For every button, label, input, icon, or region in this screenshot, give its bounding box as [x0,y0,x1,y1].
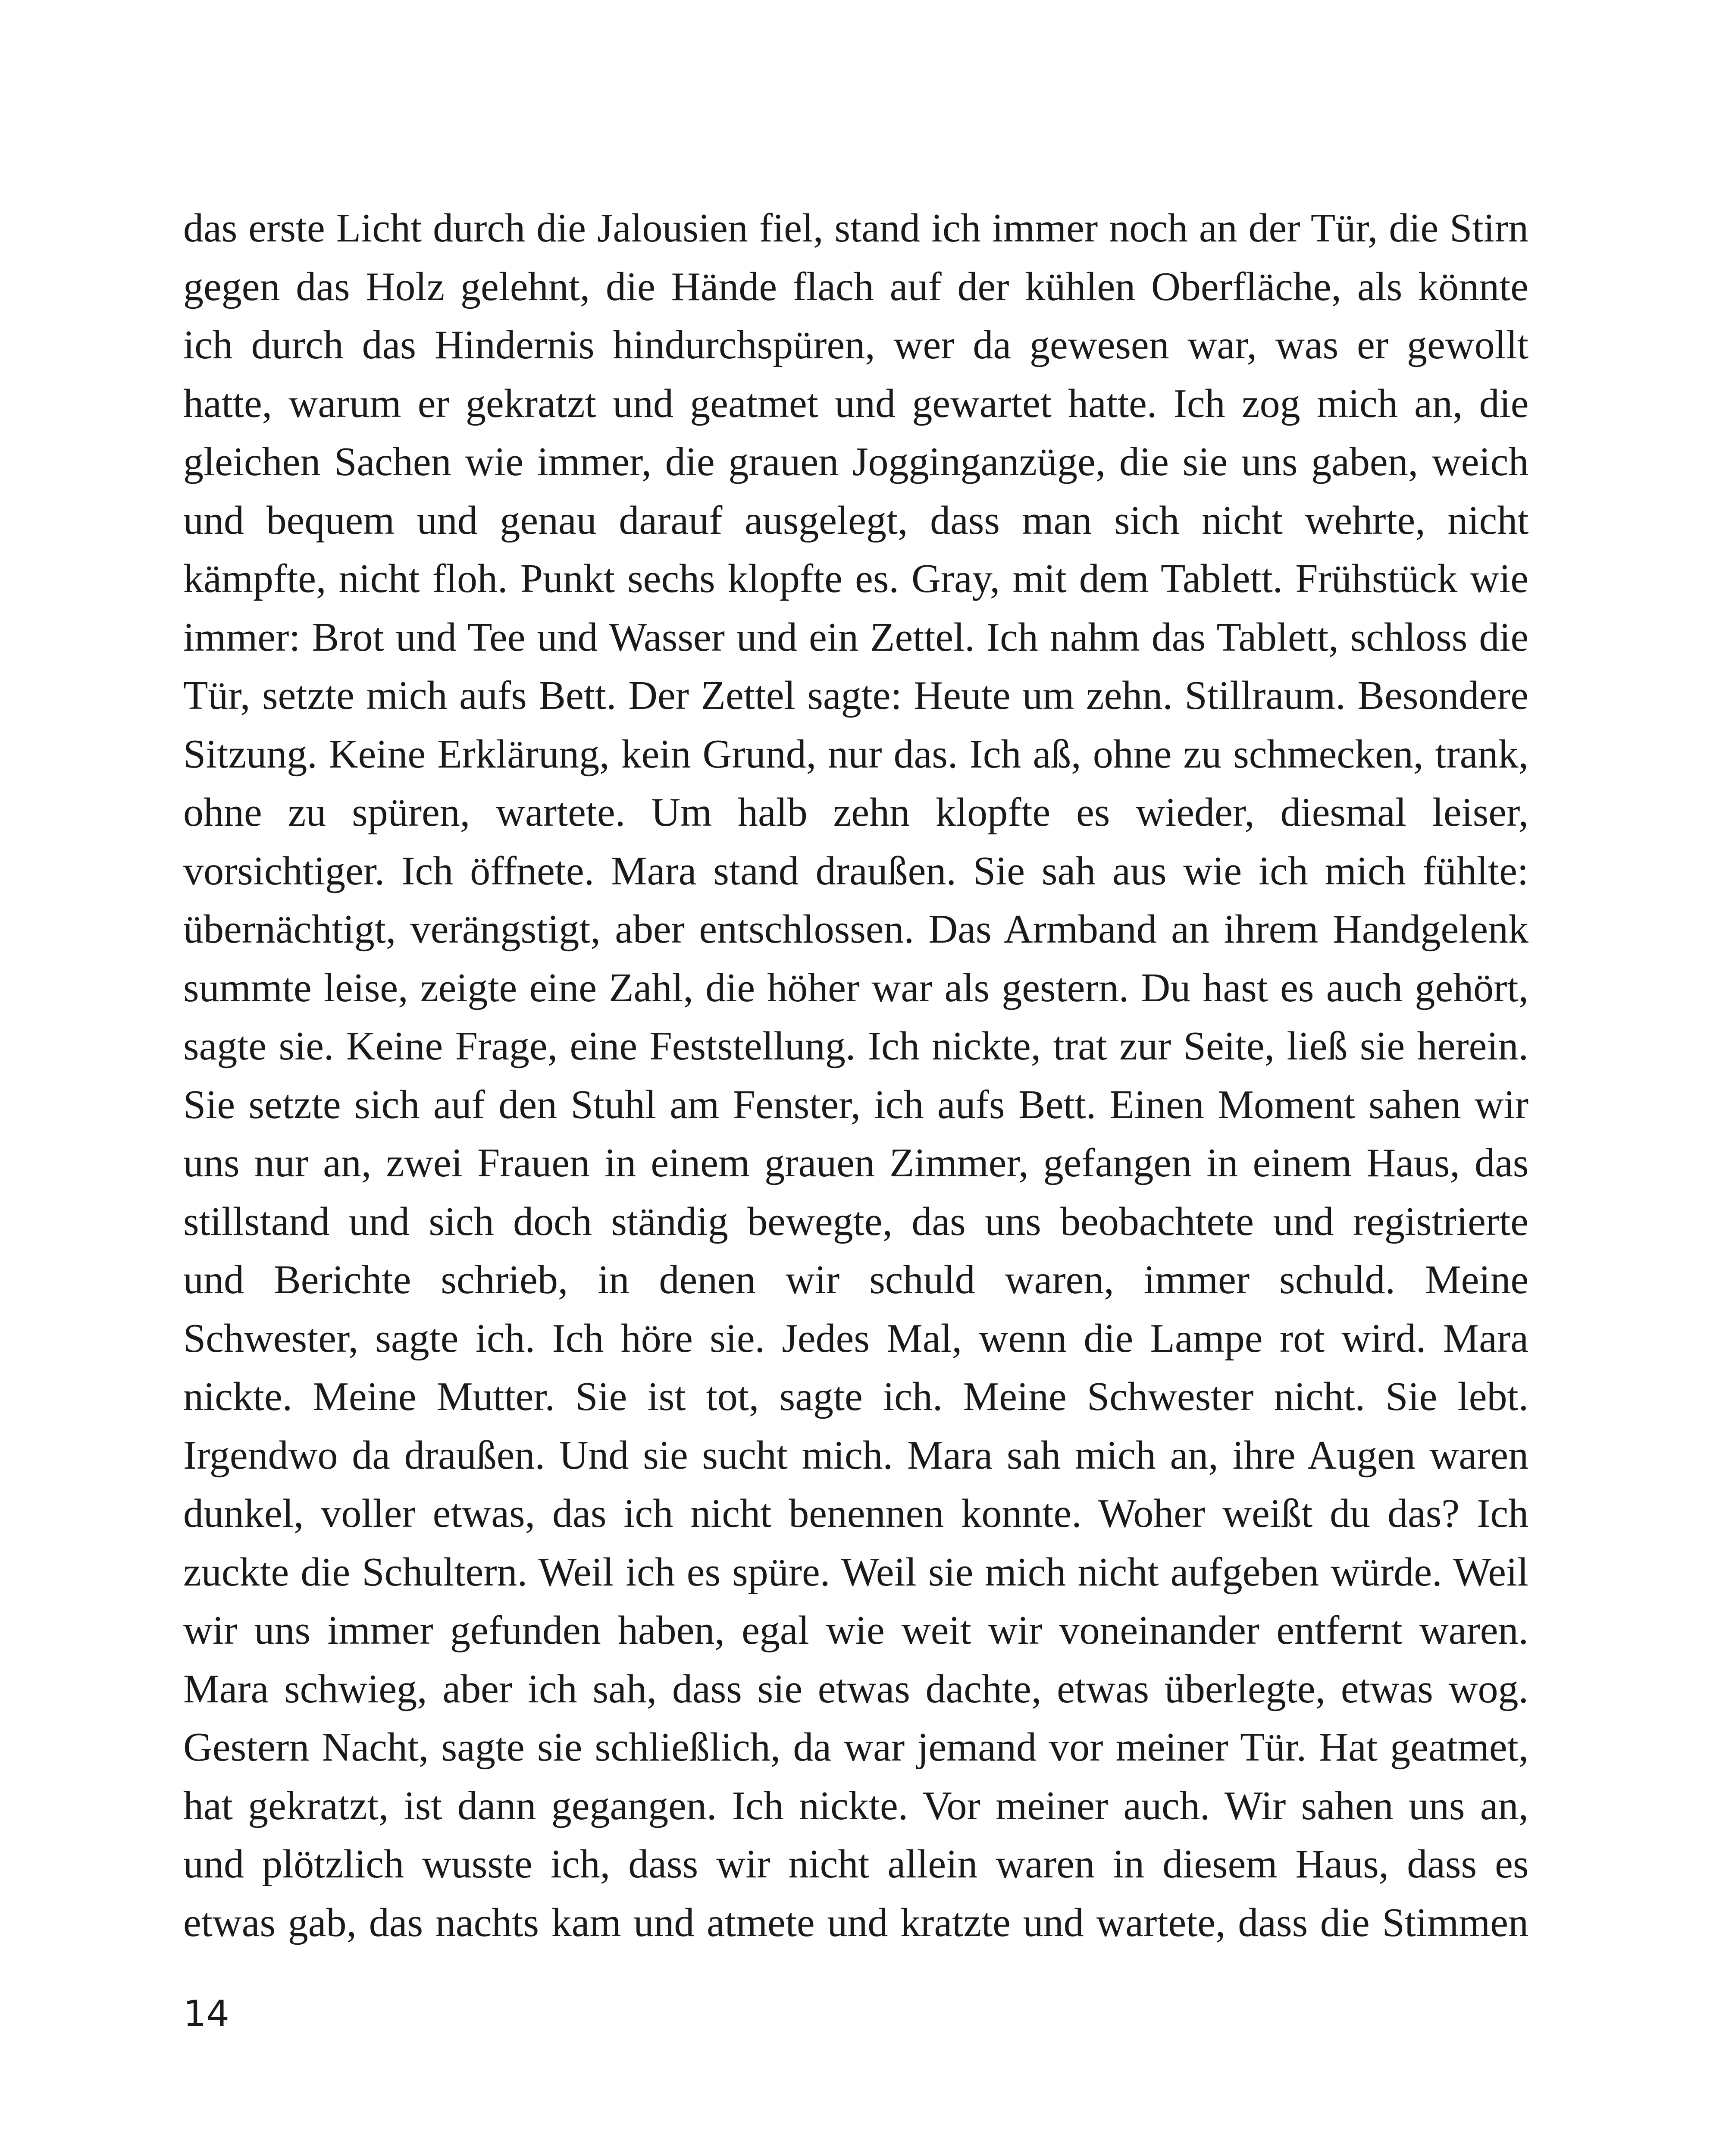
text-line: das erste Licht durch die Jalousien fiel, stand ich immer noch an der Tür, die Stirn [183,206,1528,251]
text-line: Schwester, sagte ich. Ich höre sie. Jedes Mal, wenn die Lampe rot wird. Mara [183,1316,1528,1361]
text-line: Irgendwo da draußen. Und sie sucht mich. Mara sah mich an, ihre Augen waren [183,1432,1529,1478]
text-line: Gestern Nacht, sagte sie schließlich, da war jemand vor meiner Tür. Hat geatmet, [183,1725,1529,1770]
text-line: und bequem und genau darauf ausgelegt, dass man sich nicht wehrte, nicht [183,498,1529,543]
text-line: stillstand und sich doch ständig bewegte, das uns beobachtete und registrierte [183,1199,1528,1244]
text-line: Mara schwieg, aber ich sah, dass sie etwas dachte, etwas überlegte, etwas wog. [183,1666,1528,1711]
body-text [183,199,1528,1952]
text-line: summte leise, zeigte eine Zahl, die höher war als gestern. Du hast es auch gehört, [183,965,1528,1010]
text-line: nickte. Meine Mutter. Sie ist tot, sagte ich. Meine Schwester nicht. Sie lebt. [183,1374,1529,1419]
text-line: ohne zu spüren, wartete. Um halb zehn klopfte es wieder, diesmal leiser, [183,790,1529,835]
text-line: übernächtigt, verängstigt, aber entschlossen. Das Armband an ihrem Handgelenk [183,907,1529,952]
text-line: ich durch das Hindernis hindurchspüren, wer da gewesen war, was er gewollt [183,323,1528,367]
text-line: dunkel, voller etwas, das ich nicht benennen konnte. Woher weißt du das? Ich [183,1491,1529,1536]
text-line: Tür, setzte mich aufs Bett. Der Zettel sagte: Heute um zehn. Stillraum. Besondere [183,673,1529,718]
text-line: zuckte die Schultern. Weil ich es spüre. Weil sie mich nicht aufgeben würde. Weil [183,1549,1529,1595]
text-line: wir uns immer gefunden haben, egal wie weit wir voneinander entfernt waren. [183,1608,1528,1653]
text-line: vorsichtiger. Ich öffnete. Mara stand draußen. Sie sah aus wie ich mich fühlte: [183,848,1528,893]
page-number: 14 [183,1993,229,2035]
text-line: sagte sie. Keine Frage, eine Feststellung. Ich nickte, trat zur Seite, ließ sie herein. [183,1024,1528,1069]
text-line: uns nur an, zwei Frauen in einem grauen Zimmer, gefangen in einem Haus, das [183,1141,1529,1185]
text-line: immer: Brot und Tee und Wasser und ein Zettel. Ich nahm das Tablett, schloss die [183,614,1529,660]
text-line: Sie setzte sich auf den Stuhl am Fenster, ich aufs Bett. Einen Moment sahen wir [183,1082,1528,1127]
text-line: etwas gab, das nachts kam und atmete und kratzte und wartete, dass die Stimmen [183,1900,1528,1945]
text-line: hat gekratzt, ist dann gegangen. Ich nickte. Vor meiner auch. Wir sahen uns an, [183,1783,1528,1828]
text-line: gegen das Holz gelehnt, die Hände flach auf der kühlen Oberfläche, als könnte [183,264,1528,309]
text-line: und plötzlich wusste ich, dass wir nicht allein waren in diesem Haus, dass es [183,1842,1529,1887]
text-line: Sitzung. Keine Erklärung, kein Grund, nur das. Ich aß, ohne zu schmecken, trank, [183,731,1528,777]
text-line: und Berichte schrieb, in denen wir schuld waren, immer schuld. Meine [183,1257,1529,1302]
text-line: gleichen Sachen wie immer, die grauen Jogginganzüge, die sie uns gaben, weich [183,439,1529,484]
text-line: kämpfte, nicht floh. Punkt sechs klopfte es. Gray, mit dem Tablett. Frühstück wie [183,556,1529,601]
text-line: hatte, warum er gekratzt und geatmet und gewartet hatte. Ich zog mich an, die [183,381,1529,426]
